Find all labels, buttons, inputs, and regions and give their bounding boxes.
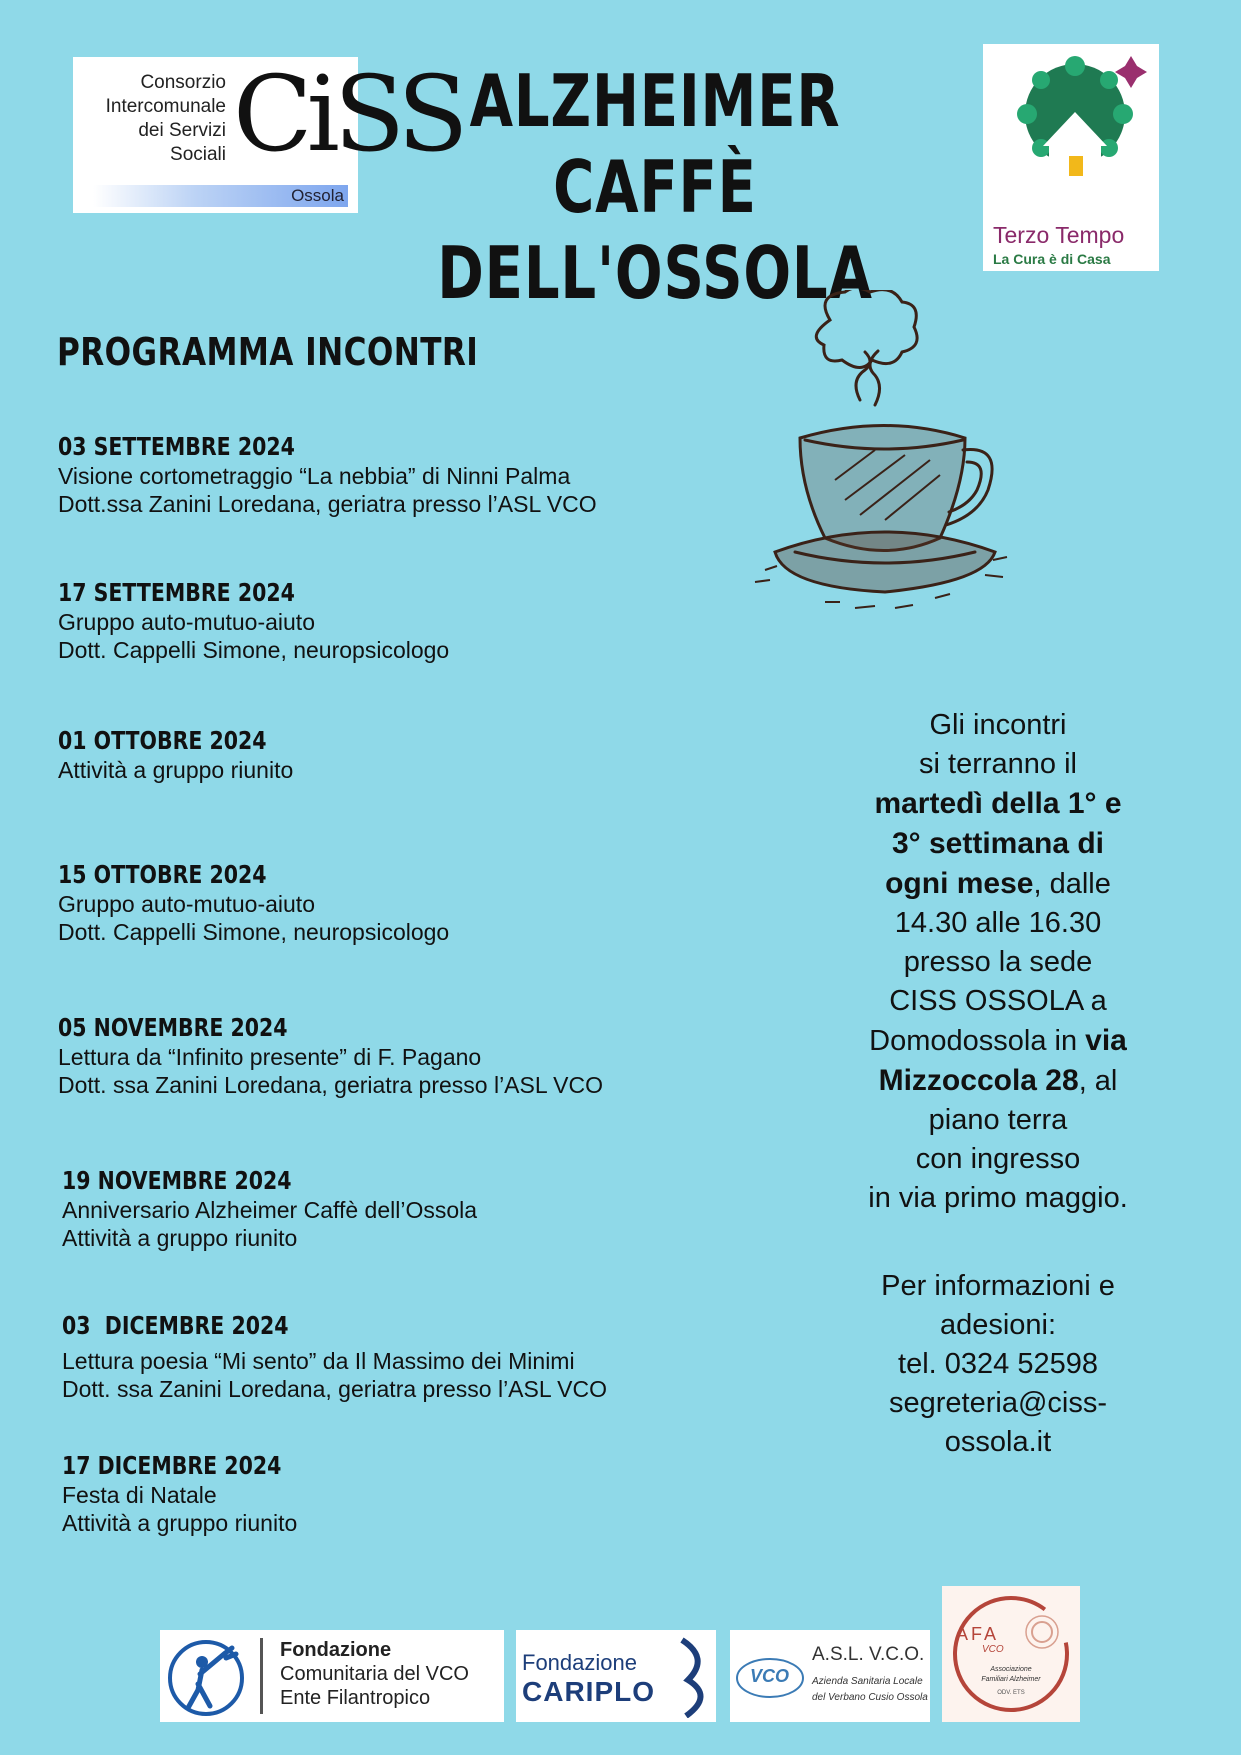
event-line: Gruppo auto-mutuo-aiuto [58, 891, 315, 917]
asl-vco-logo: VCO A.S.L. V.C.O. Azienda Sanitaria Locale del Verbano Cusio Ossola [730, 1630, 930, 1722]
event-item [58, 578, 449, 664]
event-item [58, 726, 312, 784]
event-line: Lettura da “Infinito presente” di F. Pagano [58, 1044, 482, 1070]
email-line-2: ossola.it [944, 1426, 1052, 1458]
house-sun-icon [983, 44, 1159, 222]
event-date: 05 NOVEMBRE 2024 [58, 1013, 288, 1042]
contact-info: Per informazioni e adesioni: tel. 0324 52598 segreteria@ciss- ossola.it [838, 1267, 1158, 1462]
event-date: 17 SETTEMBRE 2024 [58, 578, 295, 607]
ciss-logo-bar: Ossola [93, 185, 348, 207]
title-line-2: DELL'OSSOLA [437, 231, 873, 315]
event-line: Lettura poesia “Mi sento” da Il Massimo dei Minimi [62, 1348, 575, 1374]
event-date: 01 OTTOBRE 2024 [58, 726, 267, 755]
coffee-cup-icon [735, 290, 1035, 660]
terzo-tempo-name: Terzo Tempo [993, 222, 1125, 248]
event-line: Dott. ssa Zanini Loredana, geriatra presso l’ASL VCO [62, 1376, 608, 1402]
person-figure-icon [164, 1636, 250, 1716]
terzo-tempo-logo [983, 44, 1159, 271]
event-line: Anniversario Alzheimer Caffè dell’Ossola [62, 1197, 478, 1223]
event-item [58, 1013, 603, 1099]
phone-number: tel. 0324 52598 [898, 1348, 1098, 1380]
event-item [58, 860, 449, 946]
event-date: 17 DICEMBRE 2024 [62, 1451, 282, 1480]
event-date: 03 SETTEMBRE 2024 [58, 432, 295, 461]
meeting-info: Gli incontri si terranno il martedì della 1° e 3° settimana di ogni mese, dalle 14.30 alle 16.30 presso la sede CISS OSSOLA a Domodossola in via Mizzoccola 28, al piano terra con ingresso in via primo maggio. [868, 709, 1128, 1214]
page-title [433, 58, 878, 316]
program-title: PROGRAMMA INCONTRI [57, 330, 479, 374]
fondazione-vco-logo: Fondazione Comunitaria del VCO Ente Filantropico [160, 1630, 504, 1722]
event-line: Gruppo auto-mutuo-aiuto [58, 609, 315, 635]
event-date: 03 DICEMBRE 2024 [62, 1311, 289, 1340]
cariplo-mark-icon [676, 1634, 712, 1718]
event-line: Festa di Natale [62, 1482, 217, 1508]
event-line: Dott. Cappelli Simone, neuropsicologo [58, 919, 450, 945]
event-line: Dott. ssa Zanini Loredana, geriatra presso l’ASL VCO [58, 1072, 604, 1098]
ciss-logo-text: Consorzio Intercomunale dei Servizi Sociali [105, 72, 226, 165]
event-line: Dott. Cappelli Simone, neuropsicologo [58, 637, 450, 663]
event-line: Attività a gruppo riunito [62, 1510, 298, 1536]
email-line-1: segreteria@ciss- [889, 1387, 1107, 1419]
ciss-logo-mark: CiSS [233, 53, 463, 175]
terzo-tempo-tagline: La Cura è di Casa [993, 251, 1111, 267]
event-item [62, 1311, 607, 1403]
event-date: 19 NOVEMBRE 2024 [62, 1166, 292, 1195]
event-item [62, 1451, 330, 1537]
event-item [58, 432, 597, 518]
title-line-1: ALZHEIMER CAFFÈ [469, 59, 841, 229]
event-line: Dott.ssa Zanini Loredana, geriatra presso l’ASL VCO [58, 491, 597, 517]
event-date: 15 OTTOBRE 2024 [58, 860, 267, 889]
afa-ring-icon [946, 1590, 1076, 1718]
divider [260, 1638, 263, 1714]
event-line: Visione cortometraggio “La nebbia” di Ninni Palma [58, 463, 571, 489]
ciss-logo [73, 53, 463, 213]
afa-vco-logo: AFA VCO Associazione Familiari Alzheimer ODV. ETS [942, 1586, 1080, 1722]
event-line: Attività a gruppo riunito [58, 757, 294, 783]
event-line: Attività a gruppo riunito [62, 1225, 298, 1251]
event-item [62, 1166, 477, 1252]
fondazione-cariplo-logo: Fondazione CARIPLO [516, 1630, 716, 1722]
